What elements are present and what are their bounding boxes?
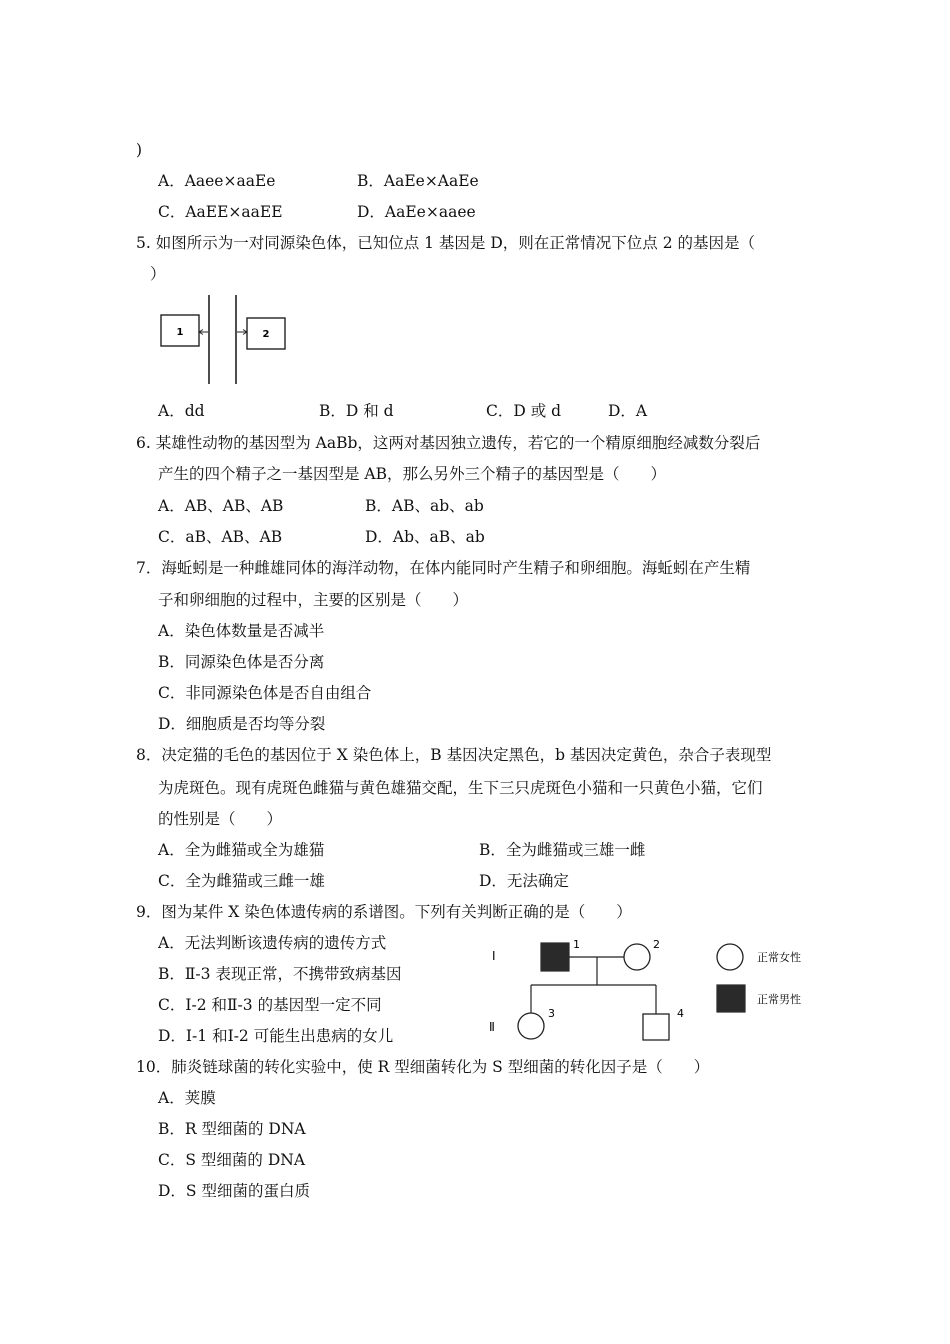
q10-stem-line1: 10．肺炎链球菌的转化实验中，使 R 型细菌转化为 S 型细菌的转化因子是（ ） — [136, 1058, 710, 1076]
generation-I-label: Ⅰ — [492, 949, 496, 963]
q4-tail: ) — [136, 141, 143, 159]
legend-male-label: 正常男性 — [757, 993, 801, 1006]
q4-option-b: B．AaEe×AaEe — [357, 172, 479, 190]
individual-I-1-affected-male — [541, 943, 569, 971]
q9-option-c: C．Ⅰ-2 和Ⅱ-3 的基因型一定不同 — [158, 996, 382, 1014]
q6-option-a: A．AB、AB、AB — [158, 497, 284, 515]
q7-option-d: D．细胞质是否均等分裂 — [158, 715, 326, 733]
q7-option-a: A．染色体数量是否减半 — [158, 622, 325, 640]
q8-option-c: C．全为雌猫或三雌一雄 — [158, 872, 325, 890]
q10-option-b: B．R 型细菌的 DNA — [158, 1120, 306, 1138]
legend-female-label: 正常女性 — [757, 951, 801, 964]
q4-option-a: A．Aaee×aaEe — [158, 172, 276, 190]
q8-stem-line1: 8．决定猫的毛色的基因位于 X 染色体上，B 基因决定黑色，b 基因决定黄色，杂合子表现型 — [136, 746, 772, 764]
q6-stem-line1: 6. 某雄性动物的基因型为 AaBb，这两对基因独立遗传，若它的一个精原细胞经减数分裂后 — [136, 434, 761, 452]
q8-option-a: A．全为雌猫或全为雄猫 — [158, 841, 325, 859]
q6-stem-line2: 产生的四个精子之一基因型是 AB，那么另外三个精子的基因型是（ ） — [158, 465, 667, 483]
individual-II-3-normal-female — [518, 1013, 544, 1039]
q7-stem-line1: 7．海蚯蚓是一种雌雄同体的海洋动物，在体内能同时产生精子和卵细胞。海蚯蚓在产生精 — [136, 559, 751, 577]
q9-option-b: B．Ⅱ-3 表现正常，不携带致病基因 — [158, 965, 402, 983]
generation-II-label: Ⅱ — [489, 1020, 495, 1034]
pedigree-chart — [475, 930, 825, 1055]
q4-option-d: D．AaEe×aaee — [357, 203, 476, 221]
q8-option-b: B．全为雌猫或三雄一雌 — [479, 841, 646, 859]
q7-option-c: C．非同源染色体是否自由组合 — [158, 684, 372, 702]
legend-female-symbol — [717, 944, 743, 970]
q6-option-b: B．AB、ab、ab — [365, 497, 484, 515]
q9-option-d: D．Ⅰ-1 和Ⅰ-2 可能生出患病的女儿 — [158, 1027, 394, 1045]
q5-option-b: B．D 和 d — [319, 402, 394, 420]
locus-2-label: 2 — [262, 329, 270, 340]
individual-I-2-number: 2 — [653, 938, 660, 951]
individual-I-2-normal-female — [624, 944, 650, 970]
q6-option-c: C．aB、AB、AB — [158, 528, 283, 546]
homologous-chromosome-figure — [150, 290, 300, 390]
q9-stem-line1: 9．图为某件 X 染色体遗传病的系谱图。下列有关判断正确的是（ ） — [136, 903, 632, 921]
q10-option-a: A．荚膜 — [158, 1089, 216, 1107]
individual-I-1-number: 1 — [573, 938, 580, 951]
q7-option-b: B．同源染色体是否分离 — [158, 653, 325, 671]
legend-male-symbol — [717, 985, 745, 1012]
q7-stem-line2: 子和卵细胞的过程中，主要的区别是（ ） — [158, 591, 469, 609]
q5-option-a: A．dd — [158, 402, 205, 420]
individual-II-4-number: 4 — [677, 1007, 684, 1020]
q5-option-d: D．A — [608, 402, 648, 420]
locus-1-label: 1 — [176, 327, 184, 338]
individual-II-3-number: 3 — [548, 1007, 555, 1020]
q10-option-c: C．S 型细菌的 DNA — [158, 1151, 306, 1169]
q8-option-d: D．无法确定 — [479, 872, 569, 890]
individual-II-4-normal-male — [643, 1014, 669, 1040]
q5-stem-line1: 5. 如图所示为一对同源染色体，已知位点 1 基因是 D，则在正常情况下位点 2 的基因是（ — [136, 234, 756, 252]
q8-stem-line3: 的性别是（ ） — [158, 810, 283, 828]
q10-option-d: D．S 型细菌的蛋白质 — [158, 1182, 310, 1200]
q9-option-a: A．无法判断该遗传病的遗传方式 — [158, 934, 387, 952]
q5-stem-line2: ） — [150, 265, 166, 283]
q5-option-c: C．D 或 d — [486, 402, 562, 420]
q6-option-d: D．Ab、aB、ab — [365, 528, 485, 546]
q4-option-c: C．AaEE×aaEE — [158, 203, 283, 221]
q8-stem-line2: 为虎斑色。现有虎斑色雌猫与黄色雄猫交配，生下三只虎斑色小猫和一只黄色小猫，它们 — [158, 779, 763, 797]
